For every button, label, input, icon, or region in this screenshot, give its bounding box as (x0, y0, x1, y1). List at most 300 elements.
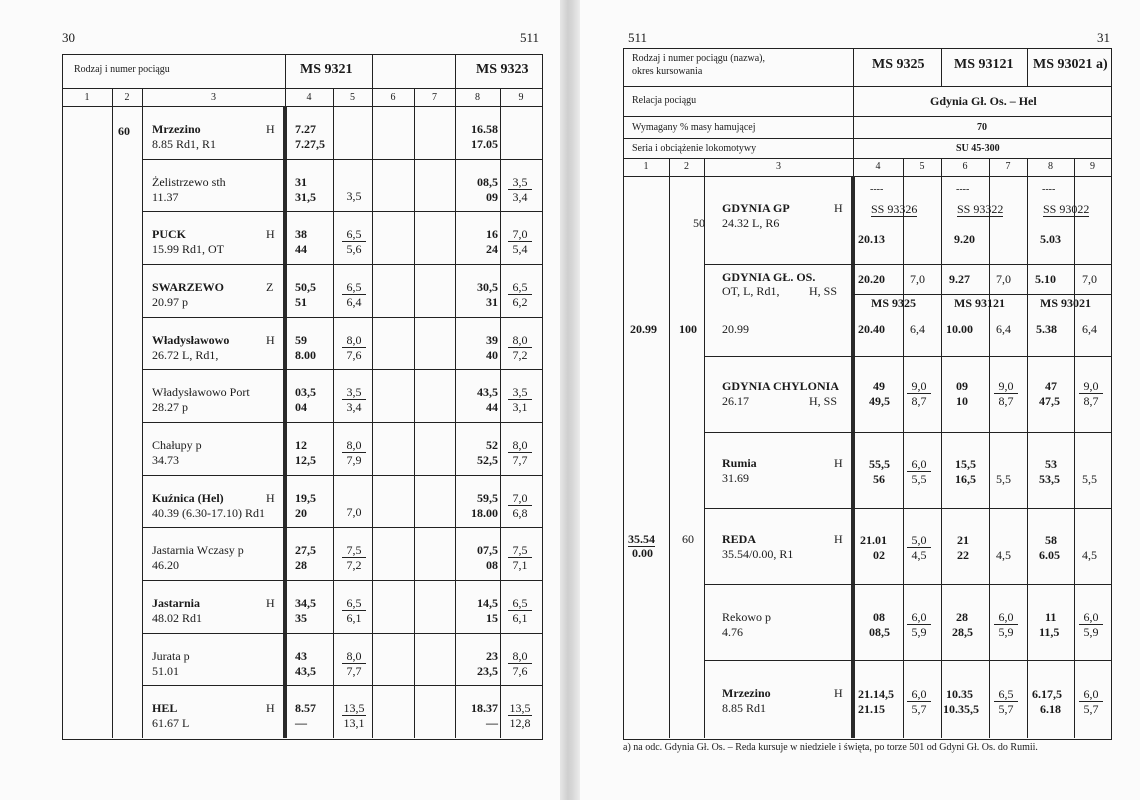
column-number: 7 (432, 92, 437, 103)
gdynia-os-km1: OT, L, Rd1, (722, 284, 780, 298)
chylonia-km: 26.17 (722, 394, 749, 408)
ms9323-departure: 08 (486, 558, 498, 572)
ms9323-run-time (508, 649, 532, 678)
rumia-km: 31.69 (722, 471, 749, 485)
row-2099-s3: 6,4 (1082, 322, 1097, 336)
ms9323-departure: 15 (486, 611, 498, 625)
station-name: SWARZEWO (152, 280, 225, 294)
chylonia-a1: 49 (873, 379, 885, 393)
ms9323-arrival: 43,5 (477, 385, 498, 399)
run-time-bottom: 6,4 (346, 295, 362, 309)
column-number: 8 (475, 92, 480, 103)
page-number-right: 31 (1097, 30, 1110, 45)
ms9323-arrival: 59,5 (477, 491, 498, 505)
chylonia-a3: 47 (1045, 379, 1057, 393)
ms9321-departure: 43,5 (295, 664, 316, 678)
run-time-top: 6,5 (342, 280, 366, 295)
ms9323-departure: 24 (486, 242, 498, 256)
mrzezino-mark: H (834, 686, 843, 700)
run-time-bottom: 7,0 (346, 505, 362, 519)
ms9321-run-time (342, 543, 366, 572)
ms9321-departure: 8.00 (295, 348, 316, 362)
ms9323-arrival: 39 (486, 333, 498, 347)
ms9321-arrival: 43 (295, 649, 307, 663)
ms9323-run-time (508, 438, 532, 467)
run-time-bottom: 5,4 (512, 242, 528, 256)
column-number: 8 (1048, 161, 1053, 172)
ms9323-arrival: 16.58 (471, 122, 498, 136)
dash-col6: ---- (956, 184, 970, 195)
ms9323-departure: 52,5 (477, 453, 498, 467)
train-ms9325: MS 9325 (872, 57, 925, 72)
run-time-bottom: 7,2 (346, 558, 362, 572)
chylonia-d3: 47,5 (1039, 394, 1060, 408)
rumia-s2: 5,5 (996, 472, 1011, 486)
ms9323-run-time (508, 701, 532, 730)
run-time-bottom: 5,9 (1083, 625, 1099, 639)
gdynia-gp-name: GDYNIA GP (722, 201, 790, 215)
run-time-bottom: 8,7 (911, 394, 927, 408)
chylonia-a2: 09 (956, 379, 968, 393)
gdynia-os-t2: 9.27 (949, 272, 970, 286)
rumia-a3: 53 (1045, 457, 1057, 471)
run-time-bottom: 7,6 (512, 664, 528, 678)
gdynia-gp-t3: 5.03 (1040, 232, 1061, 246)
gdynia-gp-t2: 9.20 (954, 232, 975, 246)
mrzezino-run2 (994, 687, 1018, 716)
run-time-bottom: 5,7 (1083, 702, 1099, 716)
page-number-left: 30 (62, 30, 75, 45)
speed-100: 100 (679, 322, 697, 336)
ms9323-arrival: 18.37 (471, 701, 498, 715)
run-time-top: 6,5 (342, 227, 366, 242)
ms9323-departure: 44 (486, 400, 498, 414)
ms9323-arrival: 23 (486, 649, 498, 663)
gdynia-os-s2: 7,0 (996, 272, 1011, 286)
ms9321-run-time (342, 333, 366, 362)
ms9323-departure: 40 (486, 348, 498, 362)
rekowo-a2: 28 (956, 610, 968, 624)
ms9321-arrival: 03,5 (295, 385, 316, 399)
ms9323-departure: 18.00 (471, 506, 498, 520)
station-name: Kuźnica (Hel) (152, 491, 224, 505)
ms9323-departure: 09 (486, 190, 498, 204)
ms9321-arrival: 59 (295, 333, 307, 347)
station-name: Chałupy p (152, 438, 202, 452)
right-page (580, 0, 1140, 800)
column-number: 5 (919, 161, 925, 172)
column-number: 4 (306, 92, 312, 103)
ms9323-run-time (508, 491, 532, 520)
run-time-bottom: 3,1 (512, 400, 528, 414)
run-time-bottom: 5,5 (911, 472, 927, 486)
rekowo-km: 4.76 (722, 625, 743, 639)
train-header-label-1: Rodzaj i numer pociągu (nazwa), (632, 53, 766, 64)
column-number: 6 (962, 161, 968, 172)
reda-d2: 22 (957, 548, 969, 562)
ms9321-run-time (342, 596, 366, 625)
train-ms93121: MS 93121 (954, 57, 1014, 72)
run-time-bottom: 7,6 (346, 348, 362, 362)
run-time-top: 8,0 (508, 438, 532, 453)
ms9323-run-time (508, 333, 532, 362)
run-time-top: 7,0 (508, 227, 532, 242)
ms9323-arrival: 08,5 (477, 175, 498, 189)
run-time-bottom: 7,7 (346, 664, 362, 678)
run-time-top: 7,5 (342, 543, 366, 558)
ms9321-run-time (342, 649, 366, 678)
row-2099-t2: 10.00 (946, 322, 973, 336)
train-header-label-2: okres kursowania (632, 66, 703, 77)
rumia-name: Rumia (722, 456, 757, 470)
rekowo-d2: 28,5 (952, 625, 973, 639)
column-number: 1 (84, 92, 90, 103)
ms9321-run-time (342, 438, 366, 467)
station-km: 48.02 Rd1 (152, 611, 203, 625)
reda-km: 35.54/0.00, R1 (722, 547, 794, 561)
station-km: 51.01 (152, 664, 179, 678)
row-2099-s2: 6,4 (996, 322, 1011, 336)
ms9323-run-time (508, 175, 532, 204)
ms9323-run-time (508, 280, 532, 309)
km-3554: 35.54 (628, 532, 655, 546)
ms9321-run-time (342, 701, 366, 730)
gdynia-os-s3: 7,0 (1082, 272, 1097, 286)
rekowo-a1: 08 (873, 610, 885, 624)
run-time-top: 6,0 (1079, 610, 1103, 625)
column-number: 5 (350, 92, 355, 103)
ms9323-arrival: 16 (486, 227, 498, 241)
station-name: PUCK (152, 227, 186, 241)
run-time-bottom: 6,1 (512, 611, 528, 625)
station-km: 46.20 (152, 558, 179, 572)
gdynia-gp-km: 24.32 L, R6 (722, 216, 780, 230)
rekowo-run3 (1079, 610, 1103, 639)
station-name: Jastarnia (152, 596, 200, 610)
station-name: Władysławowo Port (152, 385, 250, 399)
column-number: 9 (1090, 161, 1095, 172)
gdynia-gp-t1: 20.13 (858, 232, 885, 246)
row-2099-km: 20.99 (722, 322, 749, 336)
rekowo-d3: 11,5 (1039, 625, 1060, 639)
brake-label: Wymagany % masy hamującej (632, 122, 756, 133)
run-time-top: 3,5 (342, 385, 366, 400)
station-km: 8.85 Rd1, R1 (152, 137, 217, 151)
rumia-mark: H (834, 456, 843, 470)
rekowo-a3: 11 (1045, 610, 1057, 624)
ms9323-run-time (508, 385, 532, 414)
ms9321-departure: 51 (295, 295, 307, 309)
train-ms93021: MS 93021 a) (1033, 57, 1108, 72)
rumia-run1 (907, 457, 931, 486)
gdynia-os-km2: H, SS (809, 284, 838, 298)
rumia-d1: 56 (873, 472, 885, 486)
run-time-bottom: 5,6 (346, 242, 362, 256)
ms9323-departure: — (486, 716, 498, 730)
station-mark: H (266, 122, 275, 136)
run-time-top: 9,0 (1079, 379, 1103, 394)
mrzezino-run3 (1079, 687, 1103, 716)
gdynia-gp-mark: H (834, 201, 843, 215)
ms9323-departure: 23,5 (477, 664, 498, 678)
run-time-top: 8,0 (342, 438, 366, 453)
mrzezino-d1: 21.15 (858, 702, 885, 716)
ms9321-departure: 12,5 (295, 453, 316, 467)
ms9321-departure: 04 (295, 400, 307, 414)
speed-60: 60 (682, 532, 694, 546)
run-time-top: 8,0 (342, 333, 366, 348)
mid-train-3: MS 93021 (1040, 296, 1091, 310)
train-ms9321: MS 9321 (300, 62, 353, 77)
run-time-top: 6,0 (1079, 687, 1103, 702)
station-name: HEL (152, 701, 178, 715)
station-km: 11.37 (152, 190, 179, 204)
mid-train-1: MS 9325 (871, 296, 916, 310)
run-time-bottom: 6,2 (512, 295, 528, 309)
run-time-top: 3,5 (508, 385, 532, 400)
brake-value: 70 (977, 122, 987, 133)
relation-value: Gdynia Gł. Os. – Hel (930, 94, 1037, 108)
ms9321-run-time (342, 280, 366, 309)
ms9321-arrival: 12 (295, 438, 307, 452)
ms9321-run-time (342, 385, 366, 414)
run-time-bottom: 5,7 (998, 702, 1014, 716)
mrzezino-a3: 6.17,5 (1032, 687, 1062, 701)
km-2099: 20.99 (630, 322, 657, 336)
station-km: 26.72 L, Rd1, (152, 348, 219, 362)
reda-run1 (907, 533, 931, 562)
book-gutter (560, 0, 580, 800)
run-time-bottom: 4,5 (911, 548, 927, 562)
ms9323-arrival: 07,5 (477, 543, 498, 557)
station-km: 34.73 (152, 453, 179, 467)
column-number: 3 (211, 92, 216, 103)
section-number-left: 511 (520, 30, 540, 45)
ms9321-arrival: 7.27 (295, 122, 316, 136)
ms9321-run-time (342, 175, 366, 203)
ms9321-departure: 20 (295, 506, 307, 520)
run-time-top: 13,5 (343, 701, 365, 715)
rekowo-name: Rekowo p (722, 610, 771, 624)
run-time-top: 8,0 (508, 333, 532, 348)
ms9323-run-time (508, 227, 532, 256)
run-time-bottom: 13,1 (343, 716, 365, 730)
run-time-top: 6,5 (342, 596, 366, 611)
ms9321-departure: 7.27,5 (295, 137, 325, 151)
station-km: 40.39 (6.30-17.10) Rd1 (152, 506, 265, 520)
run-time-top: 6,5 (994, 687, 1018, 702)
ms9321-arrival: 34,5 (295, 596, 316, 610)
from-train-1: SS 93326 (871, 202, 918, 216)
run-time-bottom: 3,4 (346, 400, 362, 414)
ms9321-departure: 28 (295, 558, 307, 572)
reda-s3: 4,5 (1082, 548, 1097, 562)
rumia-a2: 15,5 (955, 457, 976, 471)
chylonia-name: GDYNIA CHYLONIA (722, 379, 840, 393)
reda-d3: 6.05 (1039, 548, 1060, 562)
station-mark: H (266, 491, 275, 505)
relation-label: Relacja pociągu (632, 95, 697, 106)
footnote: a) na odc. Gdynia Gł. Os. – Reda kursuje w niedziele i święta, po torze 501 od Gdyni Gł. Os. do Rumii. (623, 742, 1038, 753)
ms9323-run-time (508, 543, 532, 572)
run-time-top: 6,0 (907, 687, 931, 702)
ms9323-arrival: 14,5 (477, 596, 498, 610)
column-number: 7 (1005, 161, 1011, 172)
reda-name: REDA (722, 532, 757, 546)
chylonia-run1 (907, 379, 931, 408)
rekowo-run1 (907, 610, 931, 639)
run-time-bottom: 7,7 (512, 453, 528, 467)
run-time-top: 9,0 (907, 379, 931, 394)
ms9321-arrival: 50,5 (295, 280, 316, 294)
train-type-header: Rodzaj i numer pociągu (74, 64, 170, 75)
ms9323-run-time (508, 596, 532, 625)
station-km: 28.27 p (152, 400, 188, 414)
mid-train-2: MS 93121 (954, 296, 1005, 310)
run-time-top: 6,0 (907, 457, 931, 472)
run-time-top: 6,0 (994, 610, 1018, 625)
ms9323-departure: 31 (486, 295, 498, 309)
run-time-top (342, 175, 366, 189)
run-time-top: 13,5 (509, 701, 531, 715)
speed-50: 50 (693, 216, 705, 230)
ms9321-arrival: 27,5 (295, 543, 316, 557)
from-train-3: SS 93022 (1043, 202, 1090, 216)
chylonia-mark: H, SS (809, 394, 838, 408)
run-time-top: 3,5 (508, 175, 532, 190)
train-ms9323: MS 9323 (476, 62, 529, 77)
run-time-bottom: 3,5 (346, 189, 362, 203)
ms9321-departure: 31,5 (295, 190, 316, 204)
run-time-bottom: 8,7 (1083, 394, 1099, 408)
ms9321-departure: — (295, 716, 307, 730)
run-time-bottom: 8,7 (998, 394, 1014, 408)
station-name: Mrzezino (152, 122, 201, 136)
rumia-d2: 16,5 (955, 472, 976, 486)
run-time-bottom: 7,2 (512, 348, 528, 362)
reda-s2: 4,5 (996, 548, 1011, 562)
mrzezino-a1: 21.14,5 (858, 687, 894, 701)
km-000: 0.00 (632, 546, 653, 560)
rekowo-run2 (994, 610, 1018, 639)
station-mark: H (266, 701, 275, 715)
station-mark: H (266, 596, 275, 610)
station-km: 20.97 p (152, 295, 188, 309)
dash-col4: ---- (870, 184, 884, 195)
rumia-d3: 53,5 (1039, 472, 1060, 486)
station-km: 15.99 Rd1, OT (152, 242, 224, 256)
station-mark: H (266, 227, 275, 241)
gdynia-os-t1: 20.20 (858, 272, 885, 286)
speed-limit: 60 (118, 124, 130, 138)
row-2099-t1: 20.40 (858, 322, 885, 336)
run-time-top: 7,0 (508, 491, 532, 506)
ms9321-run-time (342, 491, 366, 519)
station-name: Jurata p (152, 649, 190, 663)
run-time-bottom: 5,9 (998, 625, 1014, 639)
loco-label: Seria i obciążenie lokomotywy (632, 143, 757, 154)
run-time-bottom: 7,9 (346, 453, 362, 467)
run-time-top: 6,5 (508, 596, 532, 611)
chylonia-run3 (1079, 379, 1103, 408)
reda-d1: 02 (873, 548, 885, 562)
run-time-bottom: 12,8 (509, 716, 531, 730)
chylonia-d1: 49,5 (869, 394, 890, 408)
ms9321-departure: 35 (295, 611, 307, 625)
loco-value: SU 45-300 (956, 143, 1000, 154)
column-number: 9 (518, 92, 524, 103)
mrzezino-km: 8.85 Rd1 (722, 701, 767, 715)
mrzezino-d2: 10.35,5 (943, 702, 979, 716)
column-number: 3 (776, 161, 781, 172)
from-train-2: SS 93322 (957, 202, 1004, 216)
run-time-top: 5,0 (907, 533, 931, 548)
station-mark: Z (266, 280, 274, 294)
column-number: 6 (390, 92, 396, 103)
ms9321-departure: 44 (295, 242, 307, 256)
station-name: Żelistrzewo sth (152, 175, 226, 189)
row-2099-s1: 6,4 (910, 322, 925, 336)
row-2099-t3: 5.38 (1036, 322, 1057, 336)
chylonia-run2 (994, 379, 1018, 408)
chylonia-d2: 10 (956, 394, 968, 408)
gdynia-os-t3: 5.10 (1035, 272, 1056, 286)
reda-a3: 58 (1045, 533, 1057, 547)
station-name: Władysławowo (152, 333, 230, 347)
reda-a2: 21 (957, 533, 969, 547)
left-page (0, 0, 560, 800)
run-time-bottom: 7,1 (512, 558, 528, 572)
run-time-top: 6,0 (907, 610, 931, 625)
ms9323-arrival: 52 (486, 438, 498, 452)
mrzezino-name: Mrzezino (722, 686, 771, 700)
ms9321-arrival: 19,5 (295, 491, 316, 505)
rekowo-d1: 08,5 (869, 625, 890, 639)
ms9323-arrival: 30,5 (477, 280, 498, 294)
run-time-top: 9,0 (994, 379, 1018, 394)
run-time-top: 8,0 (342, 649, 366, 664)
ms9323-departure: 17.05 (471, 137, 498, 151)
mrzezino-d3: 6.18 (1040, 702, 1061, 716)
section-number-right: 511 (628, 30, 648, 45)
run-time-bottom: 6,1 (346, 611, 362, 625)
dash-col8: ---- (1042, 184, 1056, 195)
station-km: 61.67 L (152, 716, 190, 730)
station-name: Jastarnia Wczasy p (152, 543, 244, 557)
run-time-top (342, 491, 366, 505)
column-number: 2 (124, 92, 130, 103)
station-mark: H (266, 333, 275, 347)
rumia-a1: 55,5 (869, 457, 890, 471)
run-time-bottom: 3,4 (512, 190, 528, 204)
run-time-top: 8,0 (508, 649, 532, 664)
reda-a1: 21.01 (860, 533, 887, 547)
mrzezino-a2: 10.35 (946, 687, 973, 701)
column-number: 1 (643, 161, 649, 172)
mrzezino-run1 (907, 687, 931, 716)
ms9321-arrival: 8.57 (295, 701, 316, 715)
run-time-bottom: 5,9 (911, 625, 927, 639)
column-number: 2 (684, 161, 689, 172)
gdynia-os-name: GDYNIA GŁ. OS. (722, 270, 816, 284)
reda-mark: H (834, 532, 843, 546)
run-time-top: 7,5 (508, 543, 532, 558)
run-time-bottom: 5,7 (911, 702, 927, 716)
run-time-bottom: 6,8 (512, 506, 528, 520)
ms9321-arrival: 31 (295, 175, 307, 189)
run-time-top: 6,5 (508, 280, 532, 295)
gdynia-os-s1: 7,0 (910, 272, 925, 286)
